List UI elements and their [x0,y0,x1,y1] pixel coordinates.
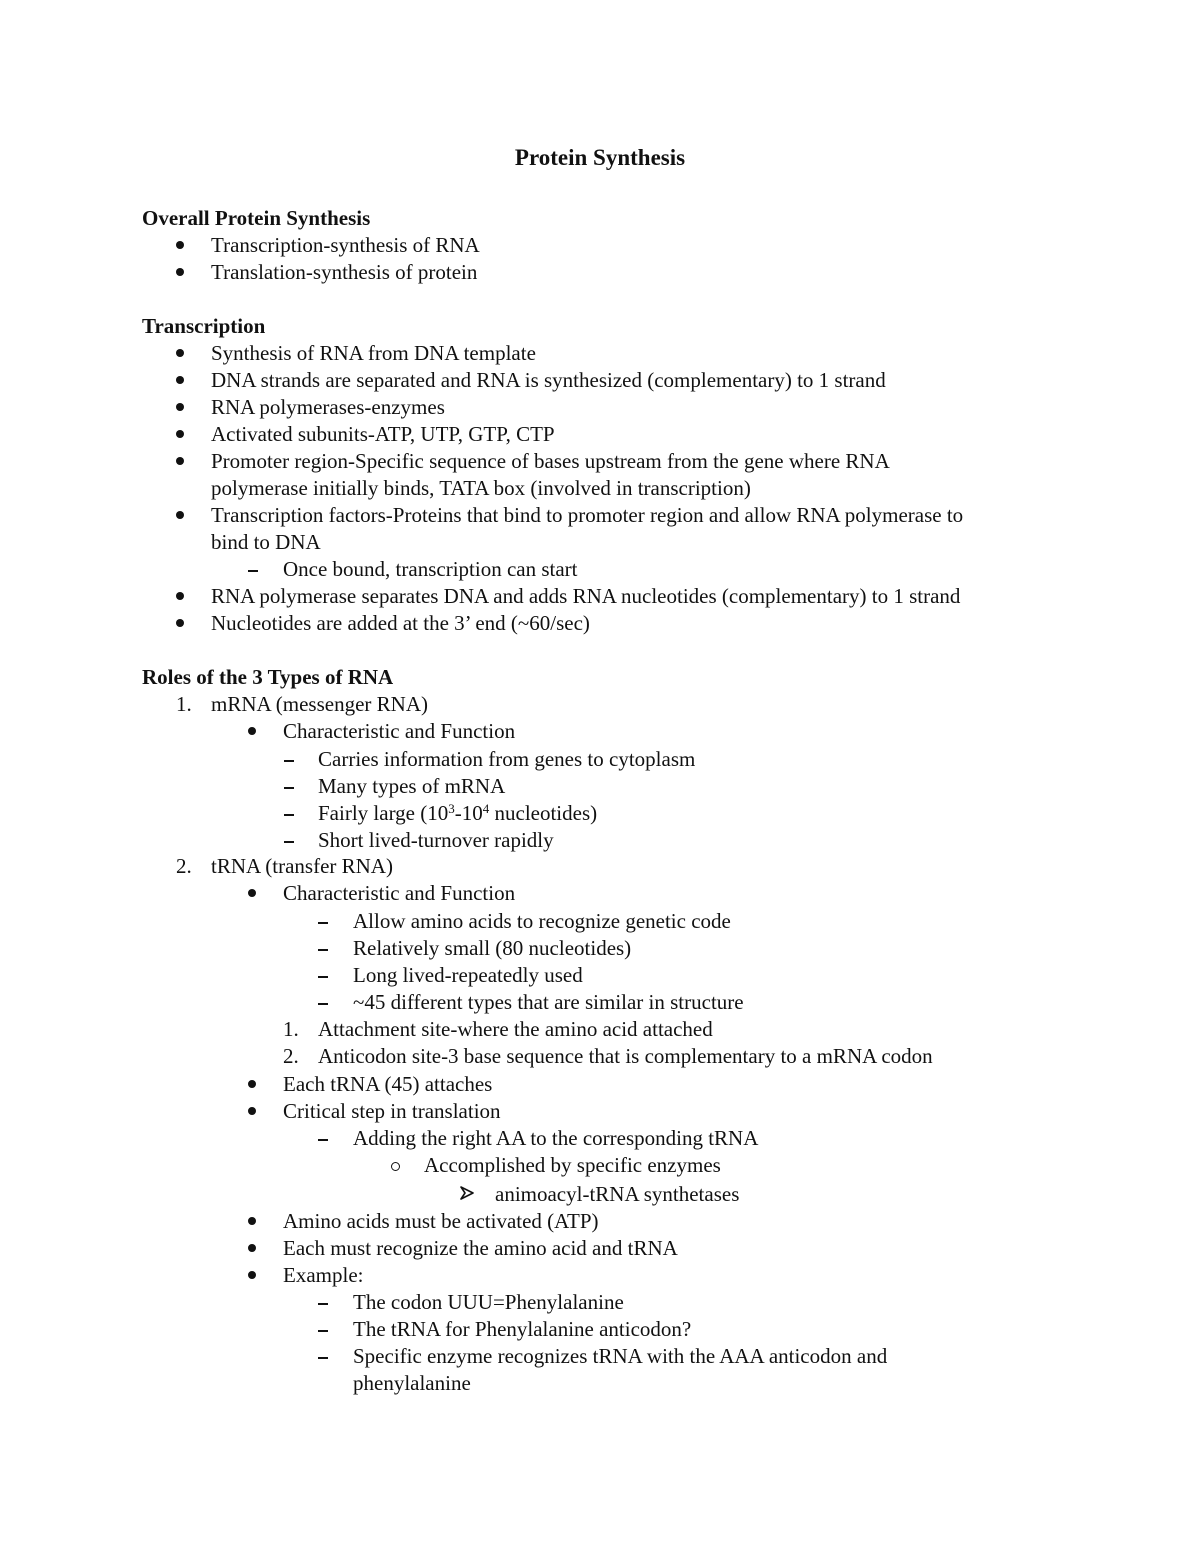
list-number: 2. [283,1044,299,1068]
bullet-icon [248,889,256,897]
section-heading-overall: Overall Protein Synthesis [142,206,371,230]
dash-icon [318,1303,328,1305]
list-item: Synthesis of RNA from DNA template [211,341,536,365]
list-item: RNA polymerases-enzymes [211,395,445,419]
list-item: Nucleotides are added at the 3’ end (~60/sec) [211,611,590,635]
list-item: Allow amino acids to recognize genetic code [353,909,731,933]
dash-icon [318,1003,328,1005]
list-item: Activated subunits-ATP, UTP, GTP, CTP [211,422,555,446]
list-item: Adding the right AA to the corresponding tRNA [353,1126,759,1150]
arrowhead-bullet-icon [460,1186,474,1200]
size-text: Fairly large (10 [318,801,449,825]
size-exponent: 3 [448,801,455,816]
list-item: Amino acids must be activated (ATP) [283,1209,599,1233]
bullet-icon [176,457,184,465]
list-item-continuation: phenylalanine [353,1371,471,1395]
dash-icon [284,760,294,762]
list-item-continuation: polymerase initially binds, TATA box (involved in transcription) [211,476,751,500]
dash-icon [318,1330,328,1332]
dash-icon [284,841,294,843]
bullet-icon [248,1271,256,1279]
dash-icon [318,976,328,978]
list-item: Once bound, transcription can start [283,557,578,581]
list-item: Characteristic and Function [283,881,516,905]
list-item: Each tRNA (45) attaches [283,1072,493,1096]
list-item: Each must recognize the amino acid and tRNA [283,1236,678,1260]
list-item: Transcription-synthesis of RNA [211,233,480,257]
dash-icon [248,570,258,572]
list-item: Anticodon site-3 base sequence that is complementary to a mRNA codon [318,1044,933,1068]
list-item: Critical step in translation [283,1099,501,1123]
list-item-trna: tRNA (transfer RNA) [211,854,393,878]
list-item: RNA polymerase separates DNA and adds RNA nucleotides (complementary) to 1 strand [211,584,961,608]
bullet-icon [176,430,184,438]
list-item: Many types of mRNA [318,774,506,798]
section-heading-transcription: Transcription [142,314,266,338]
bullet-icon [176,592,184,600]
list-item: Example: [283,1263,364,1287]
list-item: Translation-synthesis of protein [211,260,478,284]
list-number: 1. [176,692,192,716]
list-item: DNA strands are separated and RNA is synthesized (complementary) to 1 strand [211,368,886,392]
bullet-icon [176,241,184,249]
bullet-icon [248,1217,256,1225]
list-item: Accomplished by specific enzymes [424,1153,721,1177]
dash-icon [284,814,294,816]
list-item-size [318,800,597,827]
dash-icon [318,1357,328,1359]
dash-icon [318,1139,328,1141]
list-item: Long lived-repeatedly used [353,963,583,987]
list-item: Carries information from genes to cytoplasm [318,747,696,771]
list-item: Transcription factors-Proteins that bind to promoter region and allow RNA polymerase to [211,503,964,527]
circle-bullet-icon [391,1162,400,1171]
bullet-icon [248,1107,256,1115]
dash-icon [318,949,328,951]
bullet-icon [248,1080,256,1088]
bullet-icon [176,349,184,357]
bullet-icon [248,727,256,735]
list-item-continuation: bind to DNA [211,530,321,554]
list-item: Relatively small (80 nucleotides) [353,936,632,960]
dash-icon [284,787,294,789]
dash-icon [318,922,328,924]
section-heading-roles: Roles of the 3 Types of RNA [142,665,394,689]
list-item: The codon UUU=Phenylalanine [353,1290,624,1314]
bullet-icon [176,268,184,276]
list-item: Short lived-turnover rapidly [318,828,554,852]
list-item: animoacyl-tRNA synthetases [495,1182,740,1206]
size-exponent: 4 [482,801,490,816]
bullet-icon [176,403,184,411]
bullet-icon [176,376,184,384]
list-item-mrna: mRNA (messenger RNA) [211,692,428,716]
bullet-icon [248,1244,256,1252]
size-text: -10 [454,801,483,825]
list-number: 1. [283,1017,299,1041]
list-item: Characteristic and Function [283,719,516,743]
list-item: Specific enzyme recognizes tRNA with the AAA anticodon and [353,1344,888,1368]
bullet-icon [176,511,184,519]
list-item: ~45 different types that are similar in structure [353,990,744,1014]
bullet-icon [176,619,184,627]
list-item: Promoter region-Specific sequence of bases upstream from the gene where RNA [211,449,890,473]
list-number: 2. [176,854,192,878]
page-title: Protein Synthesis [514,145,686,170]
list-item: Attachment site-where the amino acid attached [318,1017,713,1041]
list-item: The tRNA for Phenylalanine anticodon? [353,1317,692,1341]
size-text: nucleotides) [489,801,598,825]
